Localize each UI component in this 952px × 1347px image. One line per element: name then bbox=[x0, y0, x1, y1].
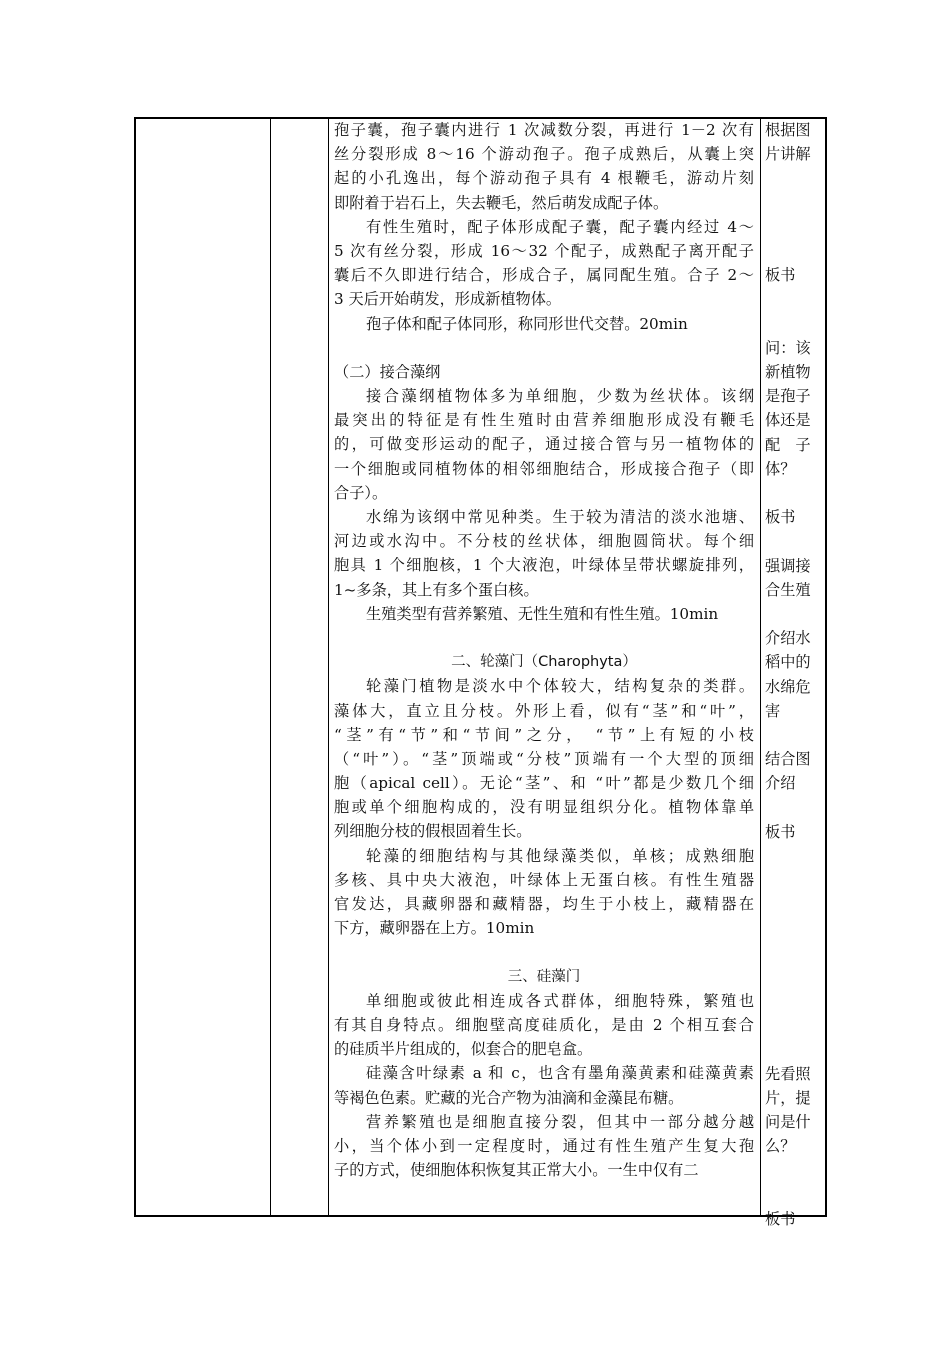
teaching-note bbox=[765, 336, 811, 481]
text-line: 硅藻含叶绿素 a 和 c，也含有墨角藻黄素和硅藻黄素 bbox=[366, 1064, 754, 1083]
text-line: 5 次有丝分裂，形成 16～32 个配子，成熟配子离开配子 bbox=[334, 241, 754, 260]
text-line: “茎”有“节”和“节间”之分， “节”上有短的小枝 bbox=[334, 725, 754, 744]
note-line: 稻中的 bbox=[765, 653, 811, 672]
blank-line bbox=[334, 626, 754, 650]
text-line: 多核、具中央大液泡，叶绿体上无蛋白核。有性生殖器 bbox=[334, 870, 754, 889]
note-line: 介绍水 bbox=[765, 629, 811, 648]
note-line: 板书 bbox=[765, 1210, 796, 1228]
note-line: 么？ bbox=[765, 1137, 796, 1156]
table-column-divider bbox=[760, 119, 761, 1215]
text-line: 孢子体和配子体同形，称同形世代交替。20min bbox=[366, 314, 688, 333]
text-line: 接合藻纲植物体多为单细胞，少数为丝状体。该纲 bbox=[366, 387, 754, 406]
note-line: 配 子 bbox=[765, 435, 811, 454]
paragraph bbox=[334, 215, 754, 312]
text-line: 孢子囊，孢子囊内进行 1 次减数分裂，再进行 1－2 次有 bbox=[334, 121, 754, 139]
text-line: 有其自身特点。细胞壁高度硅质化，是由 2 个相互套合 bbox=[334, 1015, 754, 1034]
text-line: 子的方式，使细胞体积恢复其正常大小。一生中仅有二 bbox=[334, 1161, 699, 1180]
text-line: 藻体大，直立且分枝。外形上看，似有“茎”和“叶”， bbox=[334, 701, 754, 720]
section-heading bbox=[334, 965, 754, 989]
text-line: 小，当个体小到一定程度时，通过有性生殖产生复大孢 bbox=[334, 1136, 754, 1155]
note-line: 体还是 bbox=[765, 411, 811, 430]
text-line: 一个细胞或同植物体的相邻细胞结合，形成接合孢子（即 bbox=[334, 459, 754, 478]
paragraph bbox=[334, 118, 754, 215]
text-line: 列细胞分枝的假根固着生长。 bbox=[334, 822, 532, 841]
paragraph bbox=[334, 989, 754, 1062]
note-line: 根据图 bbox=[765, 121, 811, 139]
paragraph bbox=[334, 1061, 754, 1109]
note-line: 介绍 bbox=[765, 774, 796, 793]
text-line: 河边或水沟中。不分枝的丝状体，细胞圆筒状。每个细 bbox=[334, 532, 754, 551]
paragraph bbox=[334, 505, 754, 602]
text-line: 3 天后开始萌发，形成新植物体。 bbox=[334, 290, 562, 309]
note-line: 板书 bbox=[765, 822, 796, 841]
text-line: 胞或单个细胞构成的，没有明显组织分化。植物体靠单 bbox=[334, 798, 754, 817]
teaching-note bbox=[765, 118, 811, 166]
text-line: 胞具 1 个细胞核，1 个大液泡，叶绿体呈带状螺旋排列， bbox=[334, 556, 754, 575]
teaching-note bbox=[765, 1207, 795, 1231]
note-line: 水绵危 bbox=[765, 677, 811, 696]
note-line: 强调接 bbox=[765, 556, 811, 575]
text-line: 二、轮藻门（Charophyta） bbox=[451, 654, 637, 671]
note-line: 片讲解 bbox=[765, 145, 811, 164]
text-line: 丝分裂形成 8～16 个游动孢子。孢子成熟后，从囊上突 bbox=[334, 145, 754, 164]
paragraph bbox=[334, 312, 754, 336]
text-line: 即附着于岩石上，失去鞭毛，然后萌发成配子体。 bbox=[334, 193, 669, 212]
text-line: 单细胞或彼此相连成各式群体，细胞特殊，繁殖也 bbox=[366, 991, 754, 1010]
text-line: 等褐色色素。贮藏的光合产物为油滴和金藻昆布糖。 bbox=[334, 1088, 684, 1107]
text-line: 三、硅藻门 bbox=[507, 968, 581, 985]
paragraph bbox=[334, 360, 754, 384]
note-line: 体？ bbox=[765, 459, 796, 478]
text-line: 营养繁殖也是细胞直接分裂，但其中一部分越分越 bbox=[366, 1112, 754, 1131]
note-line: 新植物 bbox=[765, 362, 811, 381]
table-column-divider bbox=[328, 119, 329, 1215]
text-line: 1~多条，其上有多个蛋白核。 bbox=[334, 580, 539, 599]
teaching-note bbox=[765, 505, 795, 529]
note-line: 合生殖 bbox=[765, 580, 811, 599]
paragraph bbox=[334, 384, 754, 505]
blank-line bbox=[334, 336, 754, 360]
text-line: 水绵为该纲中常见种类。生于较为清洁的淡水池塘、 bbox=[366, 508, 754, 526]
text-line: （二）接合藻纲 bbox=[334, 362, 441, 381]
text-line: （“叶”）。“茎”顶端或“分枝”顶端有一个大型的顶细 bbox=[334, 749, 754, 768]
text-line: 轮藻的细胞结构与其他绿藻类似，单核；成熟细胞 bbox=[366, 846, 754, 865]
text-line: 有性生殖时，配子体形成配子囊，配子囊内经过 4～ bbox=[366, 217, 754, 236]
lesson-content-column bbox=[334, 118, 754, 1182]
text-line: 官发达，具藏卵器和藏精器，均生于小枝上，藏精器在 bbox=[334, 895, 754, 913]
note-line: 问：该 bbox=[765, 338, 811, 357]
note-line: 先看照 bbox=[765, 1064, 811, 1083]
paragraph bbox=[334, 602, 754, 626]
paragraph bbox=[334, 844, 754, 941]
text-line: 合子）。 bbox=[334, 483, 388, 502]
paragraph bbox=[334, 1110, 754, 1183]
teaching-note bbox=[765, 1062, 811, 1159]
paragraph bbox=[334, 674, 754, 843]
text-line: 的，可做变形运动的配子，通过接合管与另一植物体的 bbox=[334, 435, 754, 454]
text-line: 的硅质半片组成的，似套合的肥皂盒。 bbox=[334, 1040, 593, 1059]
table-column-divider bbox=[270, 119, 271, 1215]
note-line: 片，提 bbox=[765, 1088, 811, 1107]
text-line: 囊后不久即进行结合，形成合子，属同配生殖。合子 2～ bbox=[334, 266, 754, 285]
note-line: 问是什 bbox=[765, 1113, 811, 1132]
text-line: 下方，藏卵器在上方。10min bbox=[334, 919, 535, 938]
section-heading bbox=[334, 650, 754, 674]
teaching-note bbox=[765, 747, 811, 795]
note-line: 结合图 bbox=[765, 750, 811, 769]
note-line: 板书 bbox=[765, 508, 796, 527]
blank-line bbox=[334, 940, 754, 964]
text-line: 最突出的特征是有性生殖时由营养细胞形成没有鞭毛 bbox=[334, 411, 754, 430]
teaching-note bbox=[765, 263, 795, 287]
text-line: 轮藻门植物是淡水中个体较大，结构复杂的类群。 bbox=[366, 677, 754, 696]
note-line: 是孢子 bbox=[765, 387, 811, 406]
teaching-note bbox=[765, 820, 795, 844]
teaching-note bbox=[765, 554, 811, 602]
text-line: 生殖类型有营养繁殖、无性生殖和有性生殖。10min bbox=[366, 604, 719, 623]
note-line: 害 bbox=[765, 701, 781, 720]
note-line: 板书 bbox=[765, 266, 796, 285]
text-line: 胞（apical cell）。无论“茎”、和 “叶”都是少数几个细 bbox=[334, 774, 754, 793]
text-line: 起的小孔逸出，每个游动孢子具有 4 根鞭毛，游动片刻 bbox=[334, 169, 754, 188]
teaching-note bbox=[765, 626, 811, 723]
